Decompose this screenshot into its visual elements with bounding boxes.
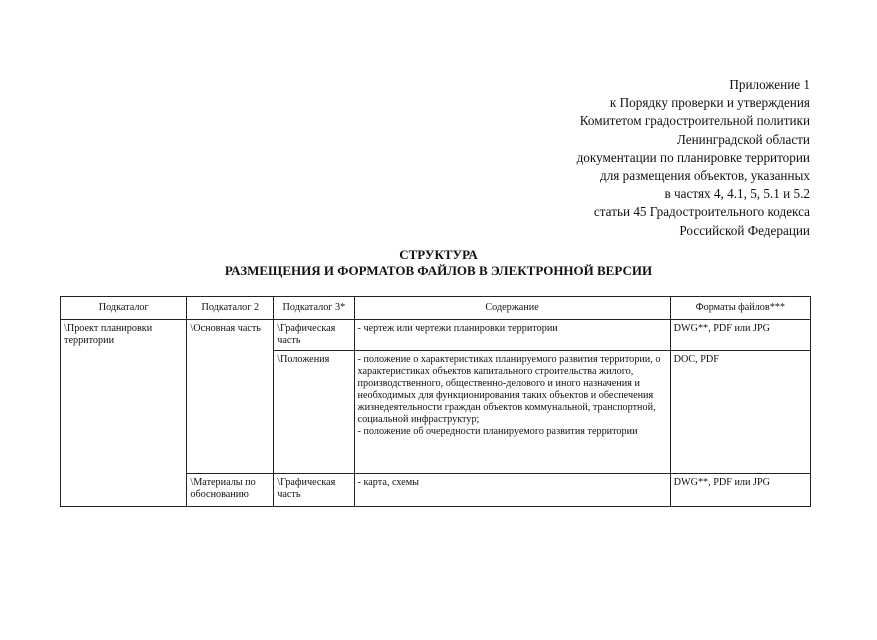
appendix-line: к Порядку проверки и утверждения [609,95,810,111]
document-title [0,247,877,279]
cell-formats: DWG**, PDF или JPG [670,474,810,507]
appendix-line: Российской Федерации [679,222,810,238]
table-row [61,320,811,351]
header-subcatalog: Подкаталог [61,297,187,320]
content-item: - карта, схемы [357,477,419,488]
appendix-line: для размещения объектов, указанных [600,168,810,184]
cell-main-part: \Основная часть [187,320,274,474]
appendix-line: в частях 4, 4.1, 5, 5.1 и 5.2 [664,186,810,202]
cell-content [354,351,670,474]
title-line-2: РАЗМЕЩЕНИЯ И ФОРМАТОВ ФАЙЛОВ В ЭЛЕКТРОННОЙ ВЕРСИИ [224,263,653,278]
table-header-row [61,297,811,320]
appendix-line: документации по планировке территории [576,149,810,165]
cell-subcatalog-3: \Положения [274,351,354,474]
cell-root-catalog: \Проект планировки территории [61,320,187,507]
content-item: - положение об очередности планируемого развития территории [357,426,638,437]
content-item: - чертеж или чертежи планировки территории [357,323,558,334]
appendix-line: Ленинградской области [676,131,810,147]
structure-table [60,296,811,507]
header-subcatalog-3: Подкаталог 3* [274,297,354,320]
cell-content [354,474,670,507]
content-item: - положение о характеристиках планируемого развития территории, о характеристиках объектов капитального строительства жилого, производственного, общественно-делового и иного назначения и необходимых для функционирования таких объектов и обеспечения жизнедеятельности граждан объектов коммунальной, транспортной, социальной инфраструктур; [357,354,661,425]
header-content: Содержание [354,297,670,320]
cell-justification: \Материалы по обоснованию [187,474,274,507]
cell-subcatalog-3: \Графическая часть [274,320,354,351]
header-subcatalog-2: Подкаталог 2 [187,297,274,320]
appendix-line: Комитетом градостроительной политики [579,113,810,129]
appendix-line: Приложение 1 [729,77,810,92]
header-file-formats: Форматы файлов*** [670,297,810,320]
appendix-line: статьи 45 Градостроительного кодекса [593,204,810,220]
cell-formats: DOC, PDF [670,351,810,474]
cell-formats: DWG**, PDF или JPG [670,320,810,351]
appendix-header [577,76,810,240]
title-line-1: СТРУКТУРА [399,247,478,262]
cell-subcatalog-3: \Графическая часть [274,474,354,507]
cell-content [354,320,670,351]
